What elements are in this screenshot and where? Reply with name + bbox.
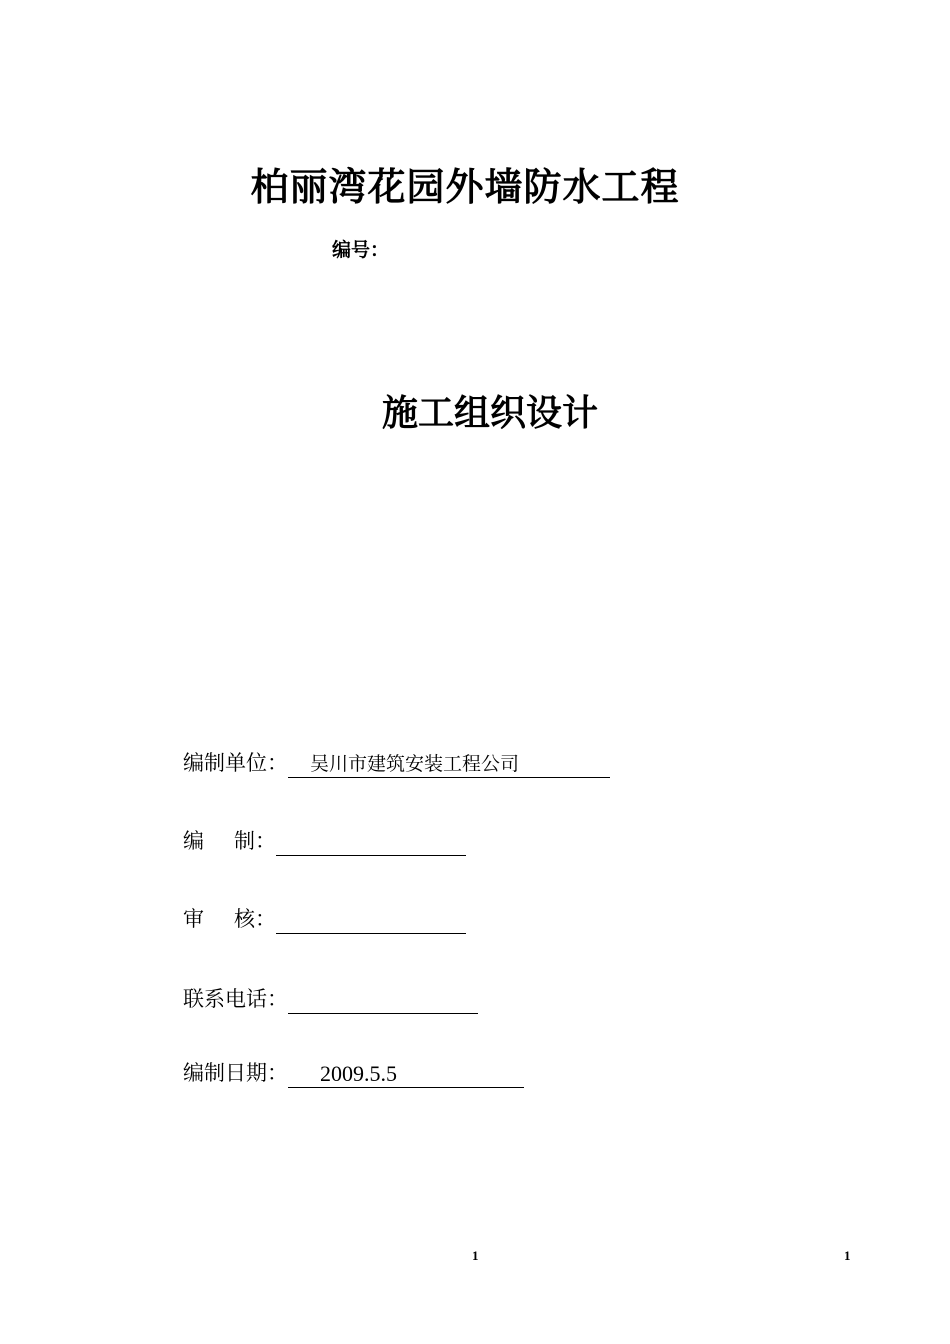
field-compiler: [183, 822, 466, 856]
page-number: 1: [844, 1248, 851, 1263]
field-value-underline: [276, 907, 466, 934]
field-value-underline: 吴川市建筑安装工程公司: [288, 751, 610, 778]
field-label: 编制日期：: [183, 1061, 288, 1085]
field-label: 制：: [234, 829, 276, 853]
field-compiling-unit: [183, 744, 610, 778]
field-value-underline: 2009.5.5: [288, 1061, 524, 1088]
field-label: 审: [183, 907, 204, 931]
field-phone: [183, 980, 478, 1014]
document-title: 施工组织设计: [381, 393, 598, 434]
field-label: 编制单位：: [183, 751, 288, 775]
field-label: 联系电话：: [183, 987, 288, 1011]
field-reviewer: [183, 900, 466, 934]
field-label: 核：: [234, 907, 276, 931]
field-value-underline: [288, 987, 478, 1014]
page-number: 1: [472, 1248, 479, 1263]
code-label: 编号：: [332, 239, 390, 261]
project-title: 柏丽湾花园外墙防水工程: [250, 165, 680, 209]
field-label: 编: [183, 829, 204, 853]
field-date: [183, 1054, 524, 1088]
field-value-underline: [276, 829, 466, 856]
